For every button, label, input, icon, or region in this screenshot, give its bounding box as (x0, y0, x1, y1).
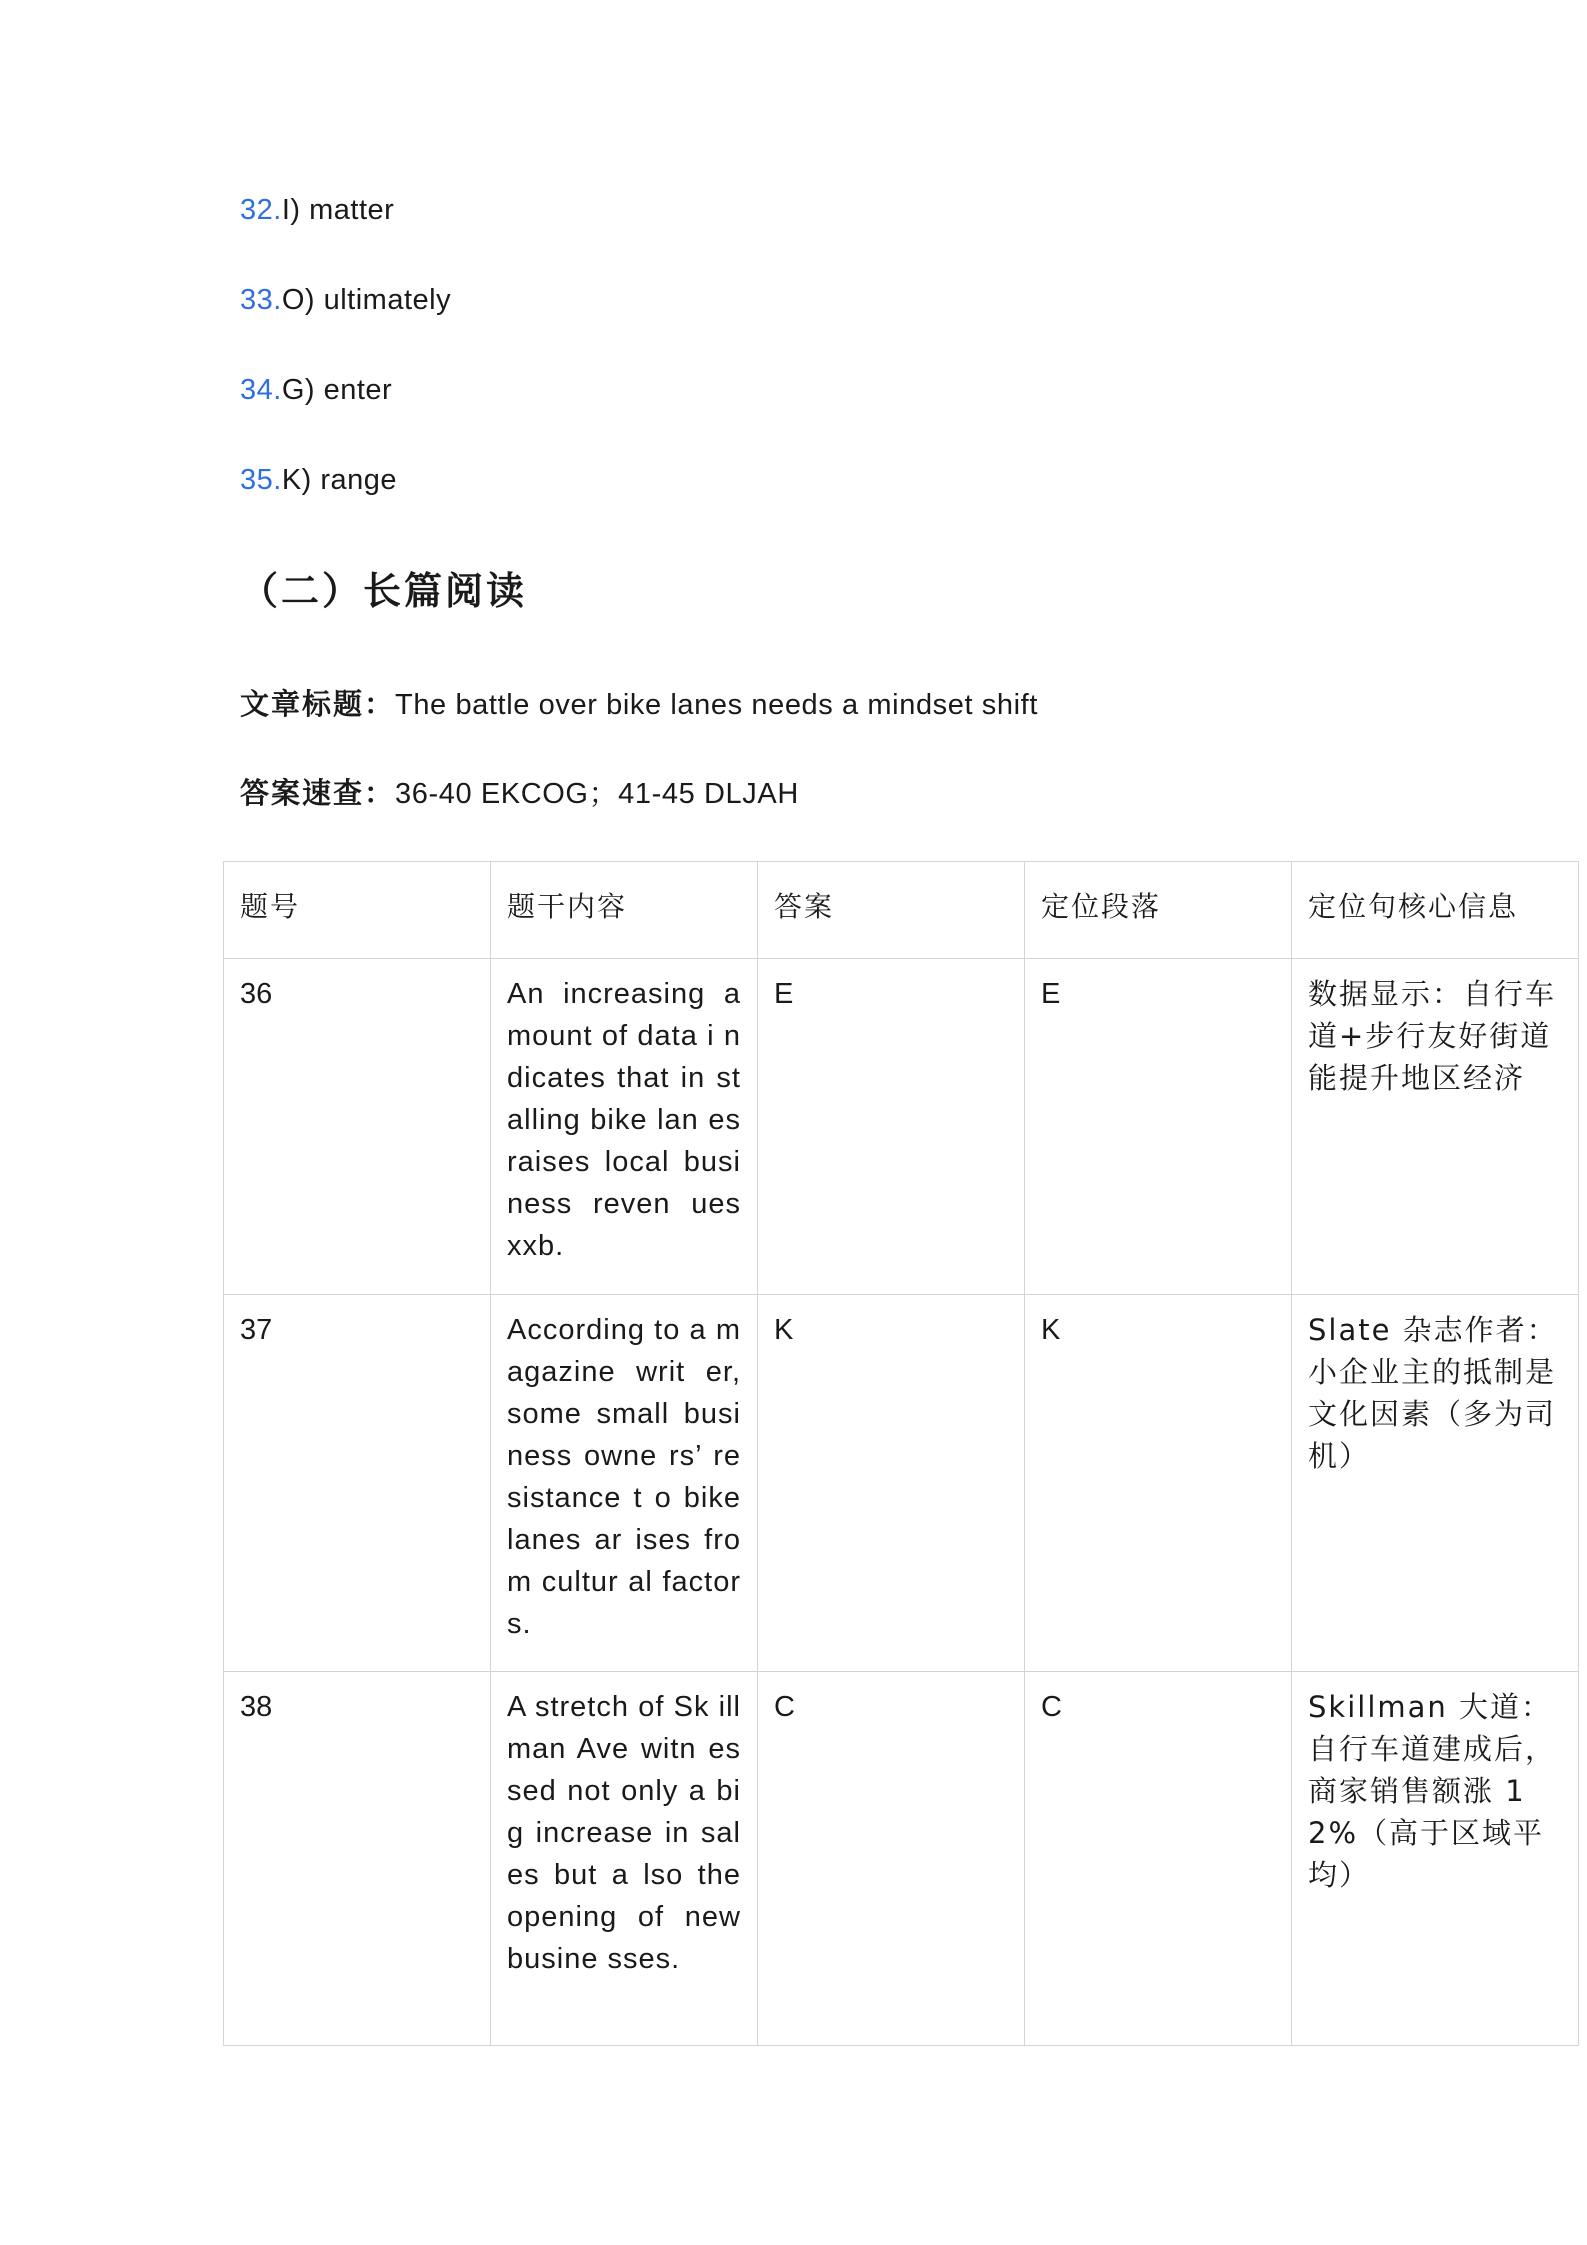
table-header-row (224, 862, 1579, 959)
question-number: 35. (240, 464, 282, 496)
answer-item-33 (240, 280, 451, 320)
cell-number: 37 (224, 1295, 491, 1672)
answer-text: G) enter (281, 374, 393, 406)
cell-info: Slate 杂志作者：小企业主的抵制是文化因素（多为司机） (1292, 1295, 1579, 1672)
header-answer: 答案 (758, 862, 1025, 959)
question-number: 33. (240, 284, 282, 316)
cell-info: Skillman 大道：自行车道建成后，商家销售额涨 12%（高于区域平均） (1292, 1672, 1579, 2046)
answer-item-35 (240, 460, 397, 500)
cell-paragraph: C (1025, 1672, 1292, 2046)
question-number: 34. (240, 374, 282, 406)
cell-stem: According to a magazine writ er, some small business owne rs’ resistance t o bike lanes ar ises from cultur al factors. (491, 1295, 758, 1672)
answer-table (223, 861, 1579, 2046)
answer-text: O) ultimately (281, 284, 452, 316)
cell-answer: K (758, 1295, 1025, 1672)
answer-item-34 (240, 370, 392, 410)
quick-answers-label: 答案速查： (240, 776, 396, 810)
answer-text: I) matter (281, 194, 395, 226)
header-paragraph: 定位段落 (1025, 862, 1292, 959)
article-title-label: 文章标题： (240, 687, 396, 721)
quick-answers-line (240, 773, 799, 814)
cell-answer: C (758, 1672, 1025, 2046)
cell-number: 38 (224, 1672, 491, 2046)
cell-number: 36 (224, 959, 491, 1295)
question-number: 32. (240, 194, 282, 226)
cell-stem: An increasing a mount of data i ndicates that in stalling bike lan es raises local business reven ues xxb. (491, 959, 758, 1295)
table-row (224, 959, 1579, 1295)
cell-info: 数据显示：自行车道+步行友好街道能提升地区经济 (1292, 959, 1579, 1295)
table-row (224, 1672, 1579, 2046)
cell-paragraph: K (1025, 1295, 1292, 1672)
answer-item-32 (240, 190, 394, 230)
article-title: The battle over bike lanes needs a mindset shift (395, 689, 1038, 721)
cell-stem: A stretch of Sk illman Ave witn essed not only a big increase in sales but a lso the opening of new busine sses. (491, 1672, 758, 2046)
table-row (224, 1295, 1579, 1672)
header-number: 题号 (224, 862, 491, 959)
cell-paragraph: E (1025, 959, 1292, 1295)
quick-answers-value: 36-40 EKCOG；41-45 DLJAH (395, 778, 799, 810)
answer-text: K) range (281, 464, 398, 496)
header-info: 定位句核心信息 (1292, 862, 1579, 959)
cell-answer: E (758, 959, 1025, 1295)
section-heading: （二）长篇阅读 (240, 569, 528, 613)
article-title-line (240, 684, 1038, 725)
header-stem: 题干内容 (491, 862, 758, 959)
